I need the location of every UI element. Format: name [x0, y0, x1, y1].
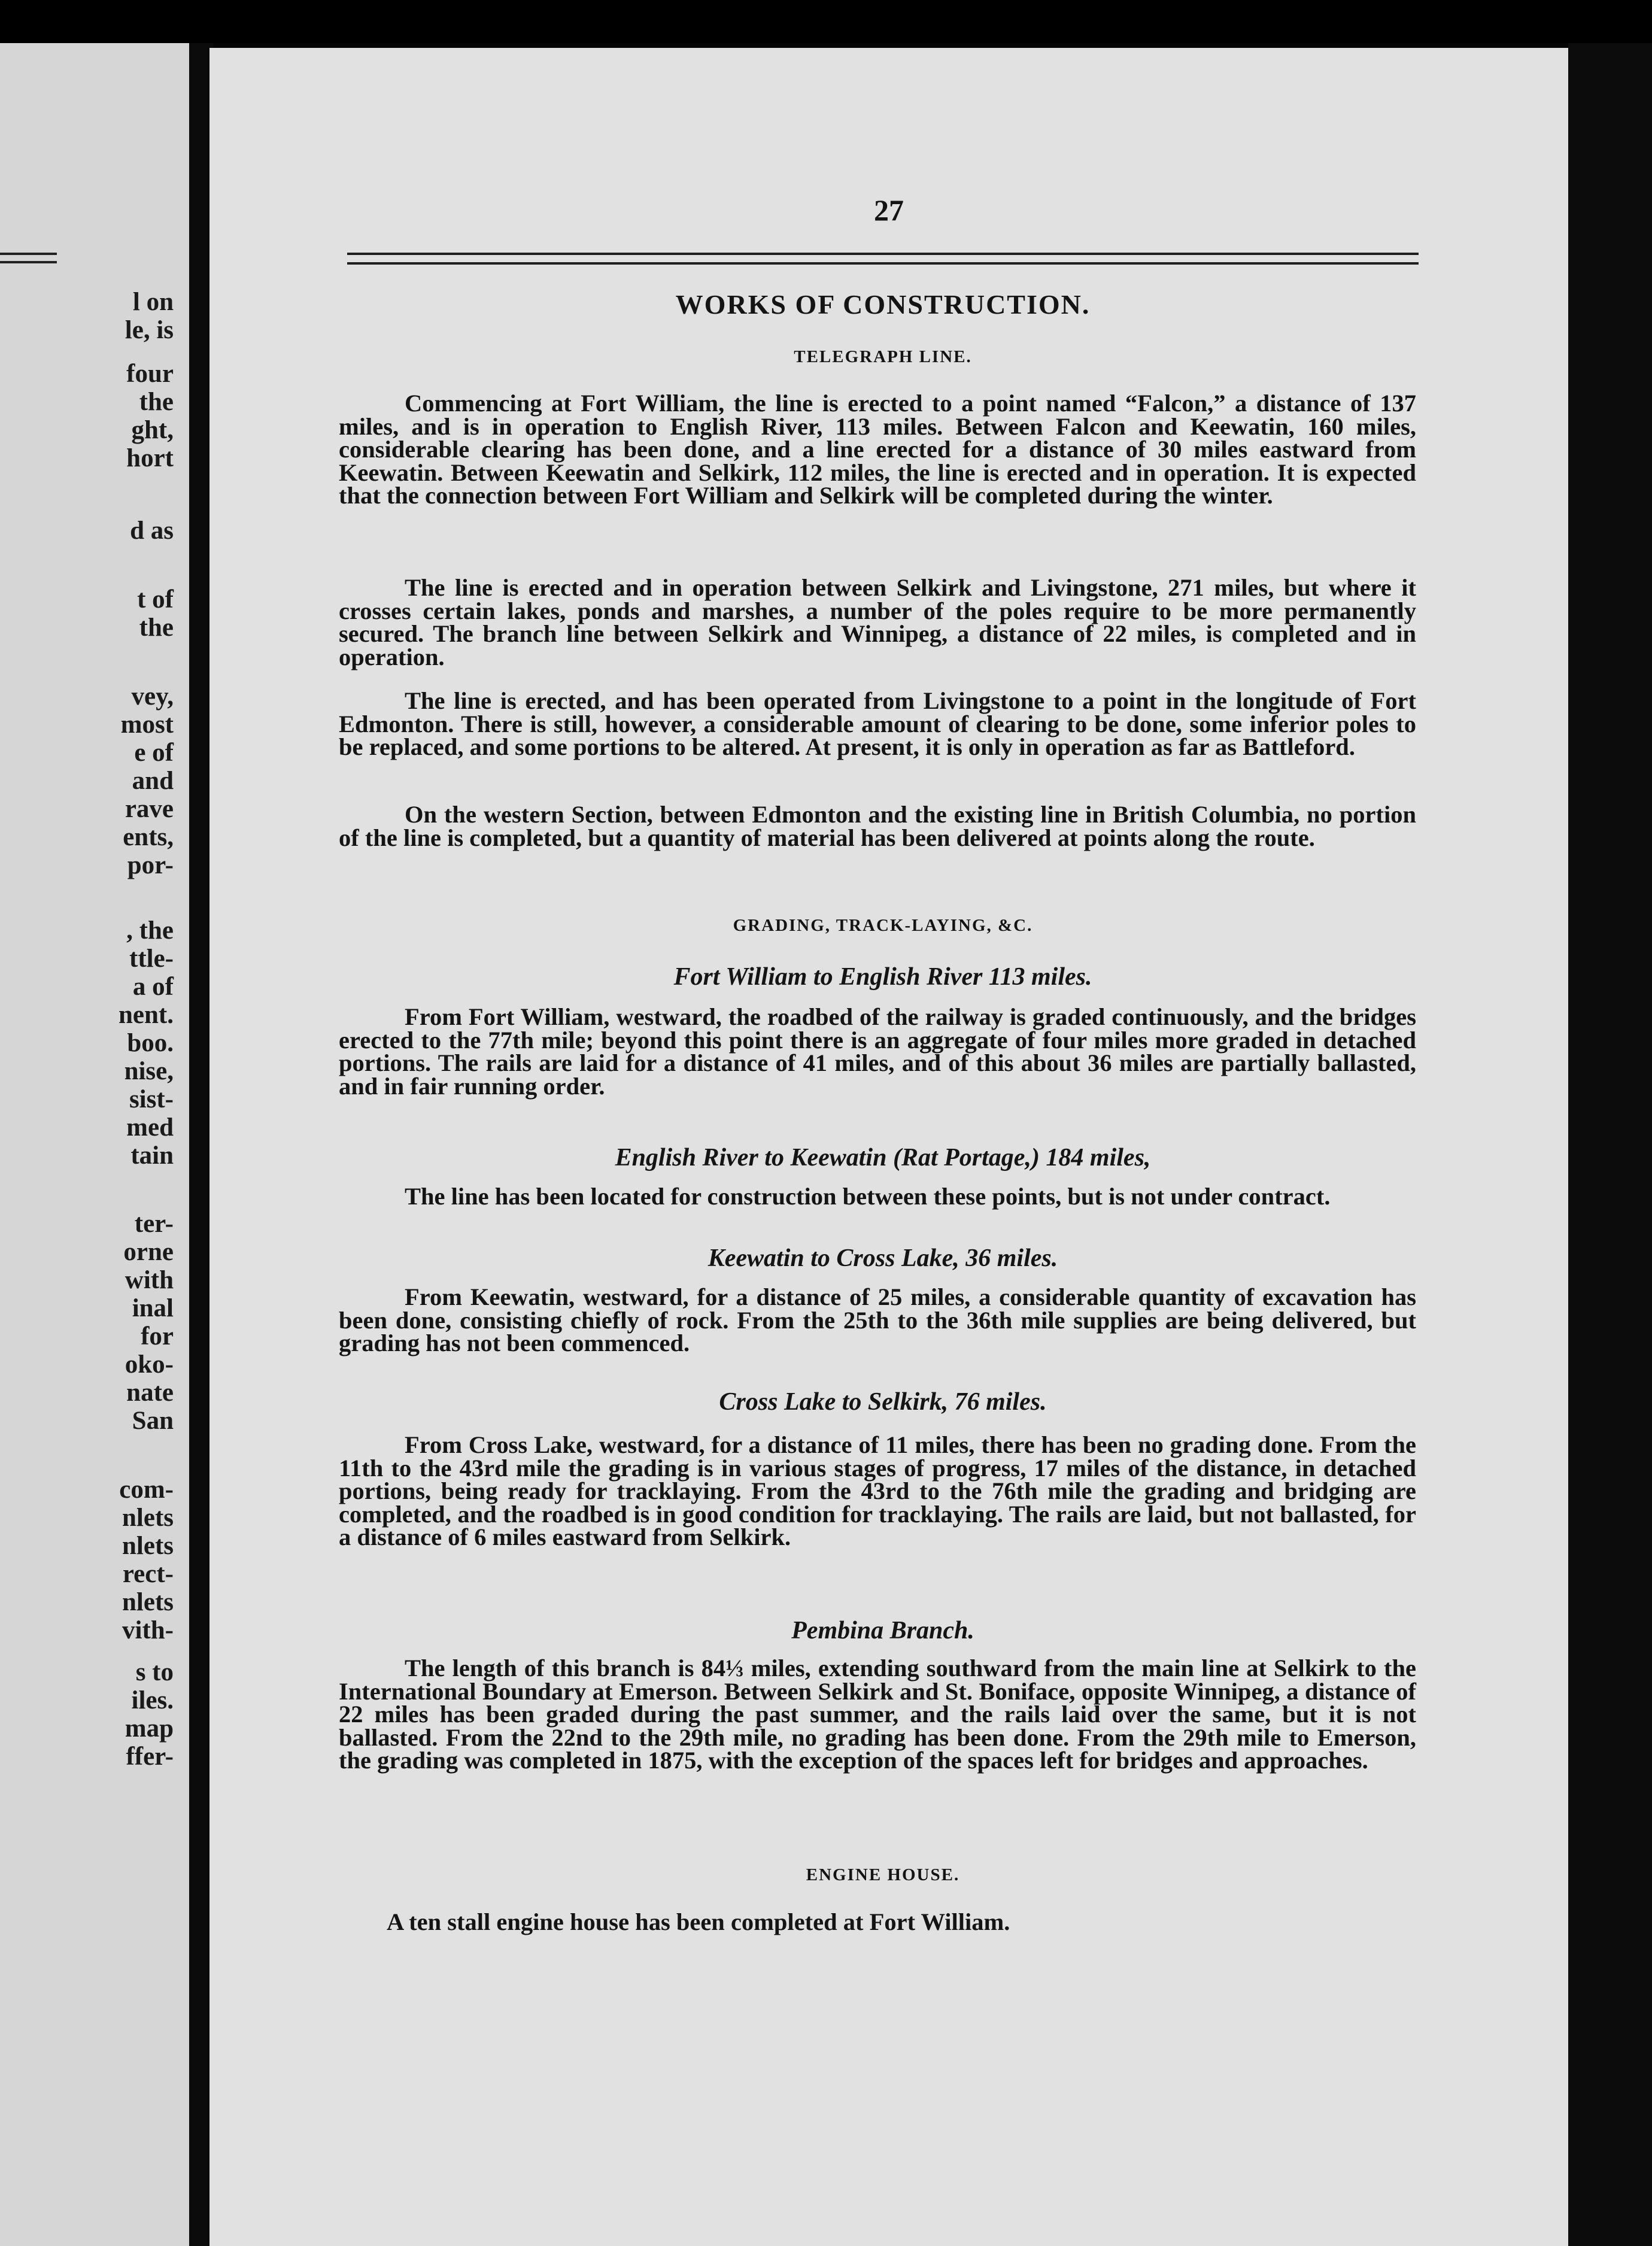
telegraph-paragraph: On the western Section, between Edmonton and the existing line in British Columbia, no portion of the line is completed, but a quantity of material has been delivered at points along the route. — [339, 801, 1416, 851]
facing-line: with — [124, 1266, 174, 1294]
subsection-paragraph: The line has been located for construction between these points, but is not under contract. — [405, 1183, 1331, 1210]
facing-line: ffer- — [126, 1743, 174, 1771]
facing-line: s to — [135, 1658, 174, 1686]
facing-line: oko- — [124, 1350, 174, 1379]
section-heading-telegraph: TELEGRAPH LINE. — [794, 347, 972, 366]
facing-line: nate — [126, 1379, 174, 1407]
facing-line: for — [141, 1322, 174, 1350]
facing-line: the — [139, 388, 174, 416]
page-title: WORKS OF CONSTRUCTION. — [675, 289, 1091, 320]
telegraph-paragraph: Commencing at Fort William, the line is erected to a point named “Falcon,” a distance of 137 miles, and is in operation to English River, 113 miles. Between Falcon and Keewatin, 160 miles, considerable clearing has been done, and a line erected for a distance of 30 miles eastward from Keewatin. Between Keewatin and Selkirk, 112 miles, the line is erected and in operation. It is expected that the connection between Fort William and Selkirk will be completed during the winter. — [339, 390, 1416, 509]
telegraph-paragraph: The line is erected and in operation between Selkirk and Livingstone, 271 miles, but where it crosses certain lakes, ponds and marshes, a number of the poles require to be more permanently secured. The branch line between Selkirk and Winnipeg, a distance of 22 miles, is completed and in operation. — [339, 574, 1416, 670]
facing-line: ter- — [134, 1210, 174, 1238]
subsection-paragraph: From Keewatin, westward, for a distance of 25 miles, a considerable quantity of excavation has been done, consisting chiefly of rock. From the 25th to the 36th mile supplies are being delivered, but grading has not been commenced. — [339, 1283, 1416, 1356]
facing-line: tain — [130, 1142, 174, 1170]
facing-line: vith- — [122, 1616, 174, 1644]
facing-line: sist- — [129, 1085, 174, 1113]
facing-line: por- — [127, 851, 174, 879]
scan-top-border — [0, 0, 1652, 43]
facing-line: most — [120, 711, 174, 739]
facing-line: the — [139, 614, 174, 642]
facing-line: nlets — [122, 1504, 174, 1532]
subsection-paragraph: The length of this branch is 84⅓ miles, extending southward from the main line at Selkirk to the International Boundary at Emerson. Between Selkirk and St. Boniface, opposite Winnipeg, a distance of 22 miles has been graded during the past summer, and the rails laid over the same, but it is not ballasted. From the 22nd to the 29th mile, no grading has been done. From the 29th mile to Emerson, the grading was completed in 1875, with the exception of the spaces left for bridges and approaches. — [339, 1655, 1416, 1774]
scan-right-border — [1568, 43, 1652, 2246]
facing-line: boo. — [127, 1029, 174, 1057]
facing-line: e of — [134, 739, 174, 767]
facing-line: and — [132, 767, 174, 795]
subsection-paragraph: From Fort William, westward, the roadbed of the railway is graded continuously, and the bridges erected to the 77th mile; beyond this point there is an aggregate of four miles more graded in detached portions. The rails are laid for a distance of 41 miles, and of this about 36 miles are partially ballasted, and in fair running order. — [339, 1003, 1416, 1100]
facing-line: inal — [132, 1294, 174, 1322]
facing-line: four — [126, 360, 174, 388]
facing-line: med — [126, 1113, 174, 1142]
facing-line: rave — [124, 795, 174, 823]
facing-line: ght, — [131, 416, 174, 444]
subsection-title: English River to Keewatin (Rat Portage,) 184 miles, — [615, 1144, 1151, 1171]
facing-page-rule — [0, 253, 57, 263]
facing-line: le, is — [124, 316, 174, 344]
subsection-paragraph: From Cross Lake, westward, for a distance of 11 miles, there has been no grading done. From the 11th to the 43rd mile the grading is in various stages of progress, 17 miles of the distance, in detached portions, being ready for tracklaying. From the 43rd to the 76th mile the grading and bridging are completed, and the roadbed is in good condition for tracklaying. The rails are laid, but not ballasted, for a distance of 6 miles eastward from Selkirk. — [339, 1431, 1416, 1550]
facing-line: vey, — [131, 682, 174, 711]
facing-line: ttle- — [129, 945, 174, 973]
facing-line: nlets — [122, 1532, 174, 1560]
page-number: 27 — [874, 193, 904, 227]
engine-house-paragraph: A ten stall engine house has been completed at Fort William. — [387, 1908, 1010, 1935]
subsection-title: Keewatin to Cross Lake, 36 miles. — [707, 1245, 1058, 1272]
facing-line: nlets — [122, 1588, 174, 1616]
telegraph-paragraph: The line is erected, and has been operated from Livingstone to a point in the longitude of Fort Edmonton. There is still, however, a considerable amount of clearing to be done, some inferior poles to be replaced, and some portions to be altered. At present, it is only in operation as far as Battleford. — [339, 687, 1416, 760]
facing-line: com- — [119, 1476, 174, 1504]
facing-line: d as — [130, 517, 174, 545]
facing-page-left — [0, 43, 189, 2246]
facing-line: San — [132, 1407, 174, 1435]
section-heading-engine-house: ENGINE HOUSE. — [806, 1865, 960, 1884]
facing-line: nise, — [124, 1057, 174, 1085]
section-heading-grading: GRADING, TRACK-LAYING, &C. — [733, 916, 1033, 935]
facing-line: t of — [137, 585, 174, 614]
facing-line: a of — [132, 973, 174, 1001]
subsection-title: Pembina Branch. — [791, 1617, 974, 1644]
facing-line: , the — [126, 916, 174, 945]
subsection-title: Fort William to English River 113 miles. — [673, 963, 1092, 991]
facing-line: l on — [132, 288, 174, 316]
facing-line: hort — [126, 444, 174, 472]
facing-line: iles. — [131, 1686, 174, 1714]
header-double-rule — [347, 253, 1419, 265]
facing-line: rect- — [122, 1560, 174, 1588]
facing-line: ents, — [123, 823, 174, 851]
facing-line: orne — [123, 1238, 174, 1266]
facing-line: nent. — [119, 1001, 174, 1029]
facing-line: map — [124, 1714, 174, 1743]
subsection-title: Cross Lake to Selkirk, 76 miles. — [719, 1388, 1047, 1416]
